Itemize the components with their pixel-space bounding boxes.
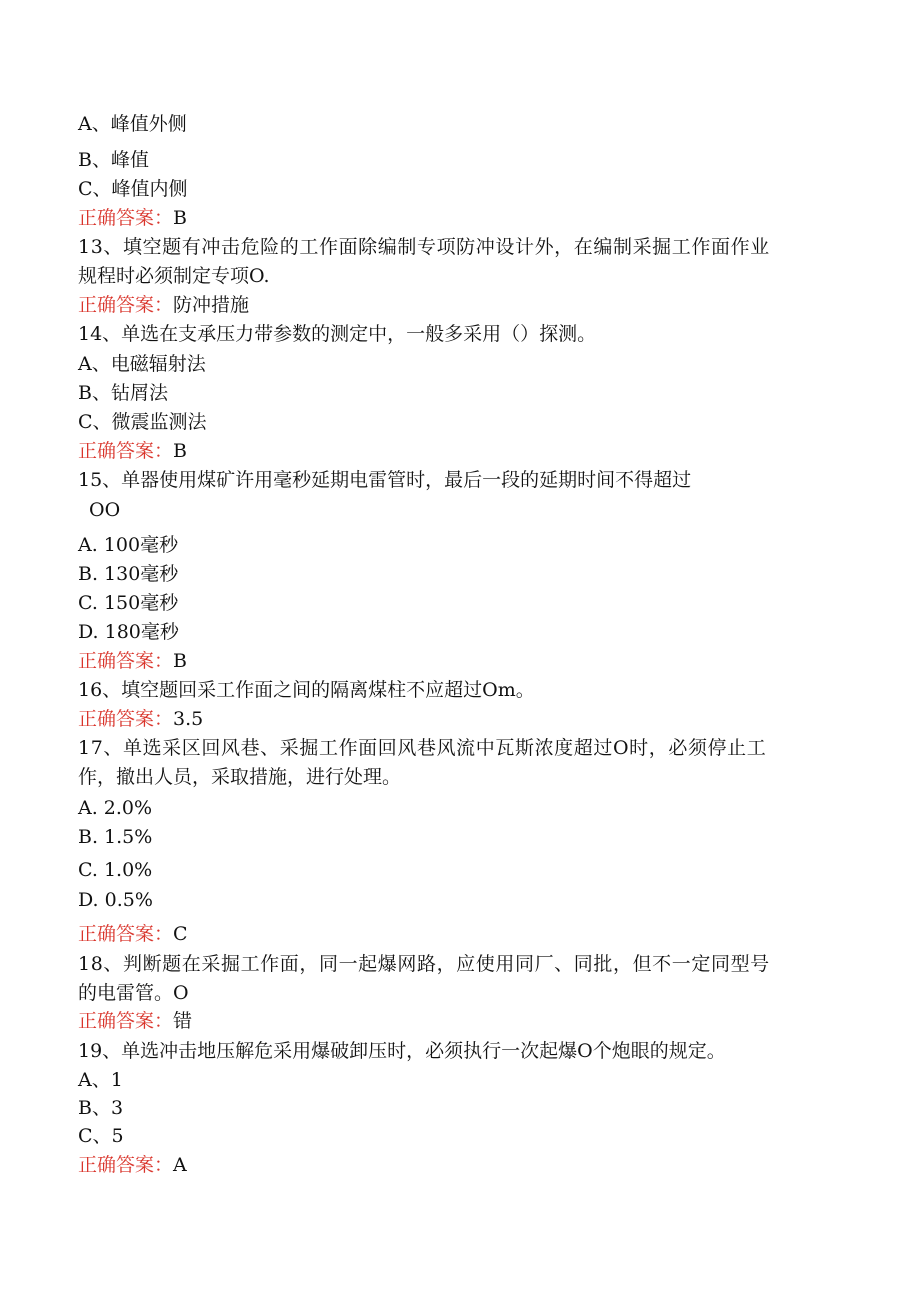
answer-value: 错 [173, 1010, 193, 1032]
option-a: A、1 [78, 1069, 123, 1091]
option-a: A. 100毫秒 [78, 534, 179, 556]
answer-line [78, 1153, 187, 1177]
answer-value: 3.5 [173, 708, 204, 730]
question-14: 14、单选在支承压力带参数的测定中，一般多采用（）探测。 [78, 323, 597, 345]
answer-label: 正确答案： [78, 1154, 174, 1176]
answer-line [78, 922, 188, 946]
option-a: A. 2.0% [78, 797, 153, 819]
option-b: B、3 [78, 1097, 124, 1119]
answer-line [78, 707, 203, 731]
answer-line [78, 439, 187, 463]
question-16: 16、填空题回采工作面之间的隔离煤柱不应超过Om。 [78, 679, 535, 701]
answer-label: 正确答案： [78, 207, 174, 229]
answer-value: A [173, 1154, 187, 1176]
answer-value: B [173, 440, 187, 462]
answer-line [78, 293, 249, 317]
option-d: D. 0.5% [78, 889, 153, 911]
option-c: C. 150毫秒 [78, 592, 179, 614]
option-c: C、微震监测法 [78, 411, 207, 433]
answer-label: 正确答案： [78, 1010, 174, 1032]
question-17: 17、单选采区回风巷、采掘工作面回风巷风流中瓦斯浓度超过O时，必须停止工 [78, 737, 767, 759]
answer-line [78, 1009, 192, 1033]
answer-value: B [173, 650, 187, 672]
option-d: D. 180毫秒 [78, 621, 179, 643]
answer-line [78, 206, 187, 230]
option-b: B、峰值 [78, 149, 149, 171]
option-c: C、5 [78, 1125, 124, 1147]
question-18-cont: 的电雷管。O [78, 982, 189, 1004]
answer-line [78, 649, 187, 673]
option-a: A、峰值外侧 [78, 113, 187, 135]
option-c: C. 1.0% [78, 859, 153, 881]
question-19: 19、单选冲击地压解危采用爆破卸压时，必须执行一次起爆O个炮眼的规定。 [78, 1040, 726, 1062]
question-18: 18、判断题在采掘工作面，同一起爆网路，应使用同厂、同批，但不一定同型号 [78, 953, 770, 975]
option-a: A、电磁辐射法 [78, 353, 206, 375]
answer-label: 正确答案： [78, 650, 174, 672]
answer-label: 正确答案： [78, 440, 174, 462]
question-13-cont: 规程时必须制定专项O. [78, 265, 270, 287]
question-15: 15、单器使用煤矿许用毫秒延期电雷管时，最后一段的延期时间不得超过 [78, 469, 692, 491]
answer-label: 正确答案： [78, 708, 174, 730]
question-15-cont: OO [89, 499, 121, 521]
question-17-cont: 作，撤出人员，采取措施，进行处理。 [78, 766, 402, 788]
option-c: C、峰值内侧 [78, 178, 188, 200]
answer-value: B [173, 207, 187, 229]
option-b: B. 130毫秒 [78, 563, 179, 585]
answer-label: 正确答案： [78, 923, 174, 945]
answer-value: C [173, 923, 188, 945]
answer-label: 正确答案： [78, 294, 174, 316]
answer-value: 防冲措施 [173, 294, 250, 316]
question-13: 13、填空题有冲击危险的工作面除编制专项防冲设计外，在编制采掘工作面作业 [78, 236, 770, 258]
option-b: B、钻屑法 [78, 382, 168, 404]
option-b: B. 1.5% [78, 826, 153, 848]
